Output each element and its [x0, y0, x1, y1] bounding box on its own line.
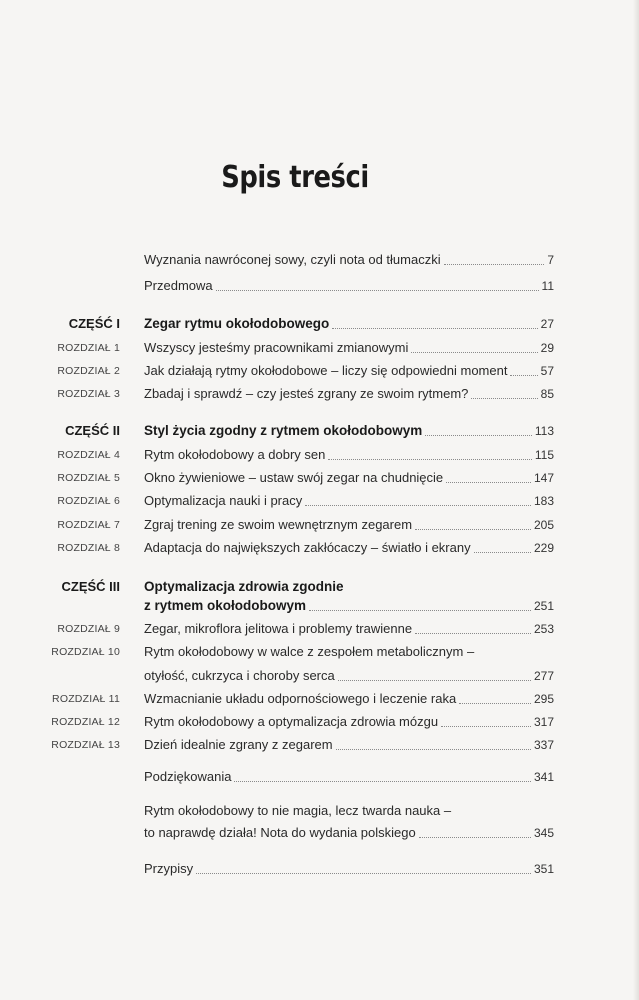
part-title: z rytmem okołodobowym — [144, 598, 307, 613]
entry-page: 229 — [533, 541, 554, 555]
entry-page: 251 — [533, 599, 554, 613]
entry-page: 345 — [533, 826, 554, 840]
part-heading — [0, 420, 639, 442]
entry-page: 113 — [534, 424, 554, 438]
entry-page: 115 — [534, 448, 554, 462]
chapter-label: ROZDZIAŁ 6 — [57, 495, 120, 507]
entry-page: 341 — [533, 770, 554, 784]
part-label: CZĘŚĆ II — [65, 423, 120, 438]
leader-dots — [441, 725, 531, 727]
entry-page: 11 — [541, 279, 554, 293]
leader-dots — [425, 434, 532, 436]
leader-dots — [411, 351, 537, 353]
toc-entry — [0, 858, 639, 880]
toc-entry — [0, 800, 639, 822]
entry-page: 27 — [540, 317, 554, 331]
leader-dots — [216, 289, 539, 291]
chapter-title: Wzmacnianie układu odpornościowego i leczenie raka — [144, 691, 457, 706]
entry-page: 205 — [533, 518, 554, 532]
entry-page: 85 — [540, 387, 554, 401]
chapter-title: Optymalizacja nauki i pracy — [144, 493, 303, 508]
toc-entry — [0, 249, 639, 271]
chapter-entry — [0, 360, 639, 382]
chapter-entry-cont — [0, 665, 639, 687]
entry-title: Podziękowania — [144, 769, 232, 784]
chapter-label: ROZDZIAŁ 13 — [51, 739, 120, 751]
leader-dots — [234, 780, 531, 782]
chapter-label: ROZDZIAŁ 8 — [57, 542, 120, 554]
chapter-label: ROZDZIAŁ 7 — [57, 519, 120, 531]
entry-page: 7 — [547, 253, 554, 267]
entry-page: 337 — [533, 738, 554, 752]
toc-entry — [0, 275, 639, 297]
part-label: CZĘŚĆ I — [68, 316, 120, 331]
part-heading-cont — [0, 595, 639, 617]
page-title: Spis treści — [221, 160, 369, 195]
chapter-entry — [0, 537, 639, 559]
entry-title: to naprawdę działa! Nota do wydania polskiego — [144, 825, 416, 840]
chapter-title: Adaptacja do największych zakłócaczy – światło i ekrany — [144, 540, 471, 555]
chapter-label: ROZDZIAŁ 11 — [52, 693, 120, 705]
chapter-entry — [0, 383, 639, 405]
part-heading — [0, 313, 639, 335]
part-title: Optymalizacja zdrowia zgodnie — [144, 579, 344, 594]
chapter-entry — [0, 337, 639, 359]
entry-page: 351 — [533, 862, 554, 876]
entry-page: 29 — [540, 341, 554, 355]
toc-entry — [0, 766, 639, 788]
entry-title: Przypisy — [144, 861, 194, 876]
entry-page: 57 — [540, 364, 554, 378]
leader-dots — [196, 872, 531, 874]
chapter-entry — [0, 618, 639, 640]
chapter-title: Zegar, mikroflora jelitowa i problemy trawienne — [144, 621, 413, 636]
chapter-label: ROZDZIAŁ 1 — [57, 342, 120, 354]
chapter-entry — [0, 514, 639, 536]
entry-page: 317 — [533, 715, 554, 729]
chapter-title: Rytm okołodobowy a dobry sen — [144, 447, 326, 462]
chapter-title: Rytm okołodobowy a optymalizacja zdrowia mózgu — [144, 714, 439, 729]
leader-dots — [338, 679, 531, 681]
part-label: CZĘŚĆ III — [61, 579, 120, 594]
entry-page: 277 — [533, 669, 554, 683]
leader-dots — [305, 504, 531, 506]
leader-dots — [446, 481, 531, 483]
chapter-entry — [0, 490, 639, 512]
chapter-entry — [0, 688, 639, 710]
chapter-title: Rytm okołodobowy w walce z zespołem metabolicznym – — [144, 644, 475, 659]
chapter-title: Zbadaj i sprawdź – czy jesteś zgrany ze swoim rytmem? — [144, 386, 469, 401]
chapter-title: Wszyscy jesteśmy pracownikami zmianowymi — [144, 340, 409, 355]
chapter-label: ROZDZIAŁ 3 — [57, 388, 120, 400]
leader-dots — [471, 397, 537, 399]
chapter-label: ROZDZIAŁ 12 — [51, 716, 120, 728]
part-title: Zegar rytmu okołodobowego — [144, 316, 330, 331]
leader-dots — [332, 327, 537, 329]
leader-dots — [419, 836, 531, 838]
chapter-title: otyłość, cukrzyca i choroby serca — [144, 668, 335, 683]
chapter-entry — [0, 641, 639, 663]
leader-dots — [336, 748, 531, 750]
chapter-title: Jak działają rytmy okołodobowe – liczy się odpowiedni moment — [144, 363, 508, 378]
chapter-entry — [0, 711, 639, 733]
leader-dots — [309, 609, 531, 611]
chapter-title: Zgraj trening ze swoim wewnętrznym zegarem — [144, 517, 413, 532]
leader-dots — [328, 458, 531, 460]
entry-title: Wyznania nawróconej sowy, czyli nota od tłumaczki — [144, 252, 441, 267]
chapter-entry — [0, 444, 639, 466]
entry-title: Rytm okołodobowy to nie magia, lecz twarda nauka – — [144, 803, 452, 818]
leader-dots — [459, 702, 531, 704]
chapter-entry — [0, 734, 639, 756]
entry-page: 147 — [533, 471, 554, 485]
leader-dots — [444, 263, 545, 265]
chapter-label: ROZDZIAŁ 5 — [57, 472, 120, 484]
entry-page: 253 — [533, 622, 554, 636]
leader-dots — [415, 632, 531, 634]
chapter-label: ROZDZIAŁ 10 — [51, 646, 120, 658]
chapter-title: Dzień idealnie zgrany z zegarem — [144, 737, 333, 752]
entry-page: 295 — [533, 692, 554, 706]
toc-entry-cont — [0, 822, 639, 844]
entry-page: 183 — [533, 494, 554, 508]
chapter-label: ROZDZIAŁ 4 — [57, 449, 120, 461]
chapter-label: ROZDZIAŁ 2 — [57, 365, 120, 377]
entry-title: Przedmowa — [144, 278, 213, 293]
chapter-title: Okno żywieniowe – ustaw swój zegar na chudnięcie — [144, 470, 444, 485]
leader-dots — [415, 528, 531, 530]
part-title: Styl życia zgodny z rytmem okołodobowym — [144, 423, 423, 438]
chapter-entry — [0, 467, 639, 489]
chapter-label: ROZDZIAŁ 9 — [57, 623, 120, 635]
leader-dots — [474, 551, 531, 553]
leader-dots — [510, 374, 537, 376]
